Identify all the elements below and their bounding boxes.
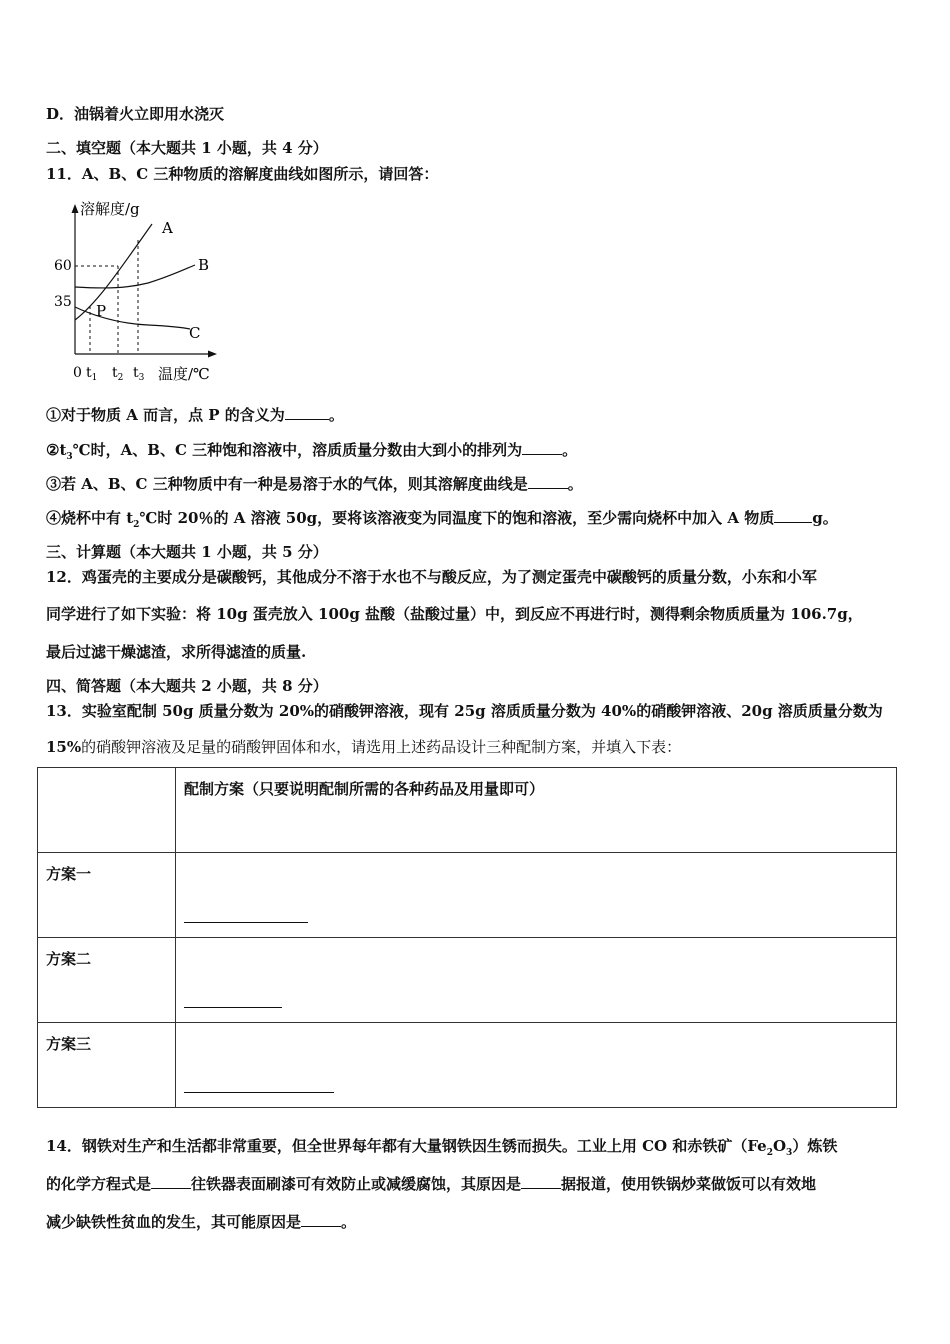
table-row bbox=[38, 1023, 897, 1108]
q11-sub4-end: g。 bbox=[812, 509, 838, 527]
q13-line2-rest: 的硝酸钾溶液及足量的硝酸钾固体和水，请选用上述药品设计三种配制方案，并填入下表： bbox=[81, 738, 682, 756]
q11-sub2-end: 。 bbox=[562, 441, 578, 459]
fill-line-2 bbox=[184, 1006, 282, 1008]
q11-stem: 11．A、B、C 三种物质的溶解度曲线如图所示，请回答： bbox=[46, 165, 439, 183]
q14-line1-post: ）炼铁 bbox=[792, 1137, 838, 1155]
x-tick-t1: $t_1$ bbox=[86, 365, 98, 383]
row-label-1: 方案一 bbox=[38, 853, 176, 938]
q11-sub2-subscript: 3 bbox=[66, 452, 73, 462]
table-row bbox=[38, 938, 897, 1023]
q14-sub-a: 2 bbox=[766, 1148, 773, 1158]
q11-sub2-pre: ②t bbox=[46, 441, 67, 459]
q11-sub1-end: 。 bbox=[328, 406, 344, 424]
answer-blank-2[interactable] bbox=[522, 440, 562, 455]
q14-line2 bbox=[46, 1173, 816, 1194]
q14-line2-b: 往铁器表面刷漆可有效防止或减缓腐蚀，其原因是 bbox=[191, 1175, 522, 1193]
x-axis-label: 温度/℃ bbox=[158, 365, 210, 383]
x-tick-0: 0 bbox=[73, 365, 82, 381]
curve-label-b: B bbox=[198, 256, 210, 274]
q11-sub3 bbox=[46, 473, 583, 494]
y-axis-label: 溶解度/g bbox=[80, 200, 140, 218]
row-label-2: 方案二 bbox=[38, 938, 176, 1023]
q11-sub4-subscript: 2 bbox=[133, 520, 140, 530]
q14-line3 bbox=[46, 1211, 356, 1232]
answer-blank-1[interactable] bbox=[285, 405, 329, 420]
q11-sub2 bbox=[46, 439, 577, 462]
y-axis-arrow bbox=[72, 204, 79, 213]
q14-line2-a: 的化学方程式是 bbox=[46, 1175, 152, 1193]
section3-heading: 三、计算题（本大题共 1 小题，共 5 分） bbox=[46, 543, 328, 561]
answer-blank-5[interactable] bbox=[151, 1174, 191, 1189]
x-tick-t2: $t_2$ bbox=[112, 365, 124, 383]
table-header-row bbox=[38, 768, 897, 853]
q11-sub4 bbox=[46, 507, 838, 530]
q13-line1: 13．实验室配制 50g 质量分数为 20%的硝酸钾溶液，现有 25g 溶质质量分数为 40%的硝酸钾溶液、20g 溶质质量分数为 bbox=[46, 702, 883, 720]
q11-sub4-text: ℃时 20％的 A 溶液 50g，要将该溶液变为同温度下的饱和溶液，至少需向烧杯中加入 A 物质 bbox=[139, 509, 775, 527]
plan-table bbox=[37, 767, 897, 1108]
curve-b bbox=[75, 265, 195, 288]
q11-sub1 bbox=[46, 404, 344, 425]
answer-blank-3[interactable] bbox=[528, 474, 568, 489]
q14-line2-c: 据报道，使用铁锅炒菜做饭可以有效地 bbox=[561, 1175, 817, 1193]
header-empty-cell bbox=[38, 768, 176, 853]
q14-line1 bbox=[46, 1135, 837, 1158]
q12-line1: 12．鸡蛋壳的主要成分是碳酸钙，其他成分不溶于水也不与酸反应，为了测定蛋壳中碳酸钙的质量分数，小东和小军 bbox=[46, 568, 817, 586]
row-label-3: 方案三 bbox=[38, 1023, 176, 1108]
curve-a bbox=[75, 224, 152, 320]
y-tick-60: 60 bbox=[54, 258, 72, 274]
y-tick-35: 35 bbox=[54, 294, 72, 310]
q11-sub3-text: ③若 A、B、C 三种物质中有一种是易溶于水的气体，则其溶解度曲线是 bbox=[46, 475, 528, 493]
answer-blank-6[interactable] bbox=[521, 1174, 561, 1189]
answer-blank-7[interactable] bbox=[301, 1212, 341, 1227]
q11-sub1-text: ①对于物质 A 而言，点 P 的含义为 bbox=[46, 406, 285, 424]
q10-option-d: D．油锅着火立即用水浇灭 bbox=[46, 105, 225, 123]
q14-line1-pre: 14．钢铁对生产和生活都非常重要，但全世界每年都有大量钢铁因生锈而损失。工业上用 CO 和赤铁矿（Fe bbox=[46, 1137, 767, 1155]
q14-line3-text: 减少缺铁性贫血的发生，其可能原因是 bbox=[46, 1213, 302, 1231]
q14-line3-end: 。 bbox=[341, 1213, 357, 1231]
answer-blank-4[interactable] bbox=[774, 508, 812, 523]
q14-sub-b: 3 bbox=[786, 1148, 793, 1158]
header-cell: 配制方案（只要说明配制所需的各种药品及用量即可） bbox=[176, 768, 897, 853]
point-label-p: P bbox=[96, 302, 107, 320]
answer-cell-3[interactable] bbox=[176, 1023, 897, 1108]
section4-heading: 四、简答题（本大题共 2 小题，共 8 分） bbox=[46, 677, 328, 695]
section2-heading: 二、填空题（本大题共 1 小题，共 4 分） bbox=[46, 139, 328, 157]
answer-cell-1[interactable] bbox=[176, 853, 897, 938]
table-row bbox=[38, 853, 897, 938]
fill-line-1 bbox=[184, 921, 308, 923]
curve-label-a: A bbox=[162, 219, 173, 237]
fill-line-3 bbox=[184, 1091, 334, 1093]
q11-sub3-end: 。 bbox=[567, 475, 583, 493]
q13-line2 bbox=[46, 736, 681, 757]
solubility-chart bbox=[48, 192, 228, 388]
q12-line2: 同学进行了如下实验：将 10g 蛋壳放入 100g 盐酸（盐酸过量）中，到反应不再进行时，测得剩余物质质量为 106.7g， bbox=[46, 605, 863, 623]
q12-line3: 最后过滤干燥滤渣，求所得滤渣的质量. bbox=[46, 643, 307, 661]
answer-cell-2[interactable] bbox=[176, 938, 897, 1023]
curve-label-c: C bbox=[189, 324, 201, 342]
curve-c bbox=[75, 307, 190, 329]
x-axis-arrow bbox=[208, 351, 217, 358]
q13-line2-bold: 15% bbox=[46, 738, 82, 756]
q11-sub4-pre: ④烧杯中有 t bbox=[46, 509, 134, 527]
q14-mid: O bbox=[772, 1137, 787, 1155]
q11-sub2-text: ℃时，A、B、C 三种饱和溶液中，溶质质量分数由大到小的排列为 bbox=[72, 441, 523, 459]
x-tick-t3: $t_3$ bbox=[133, 365, 145, 383]
